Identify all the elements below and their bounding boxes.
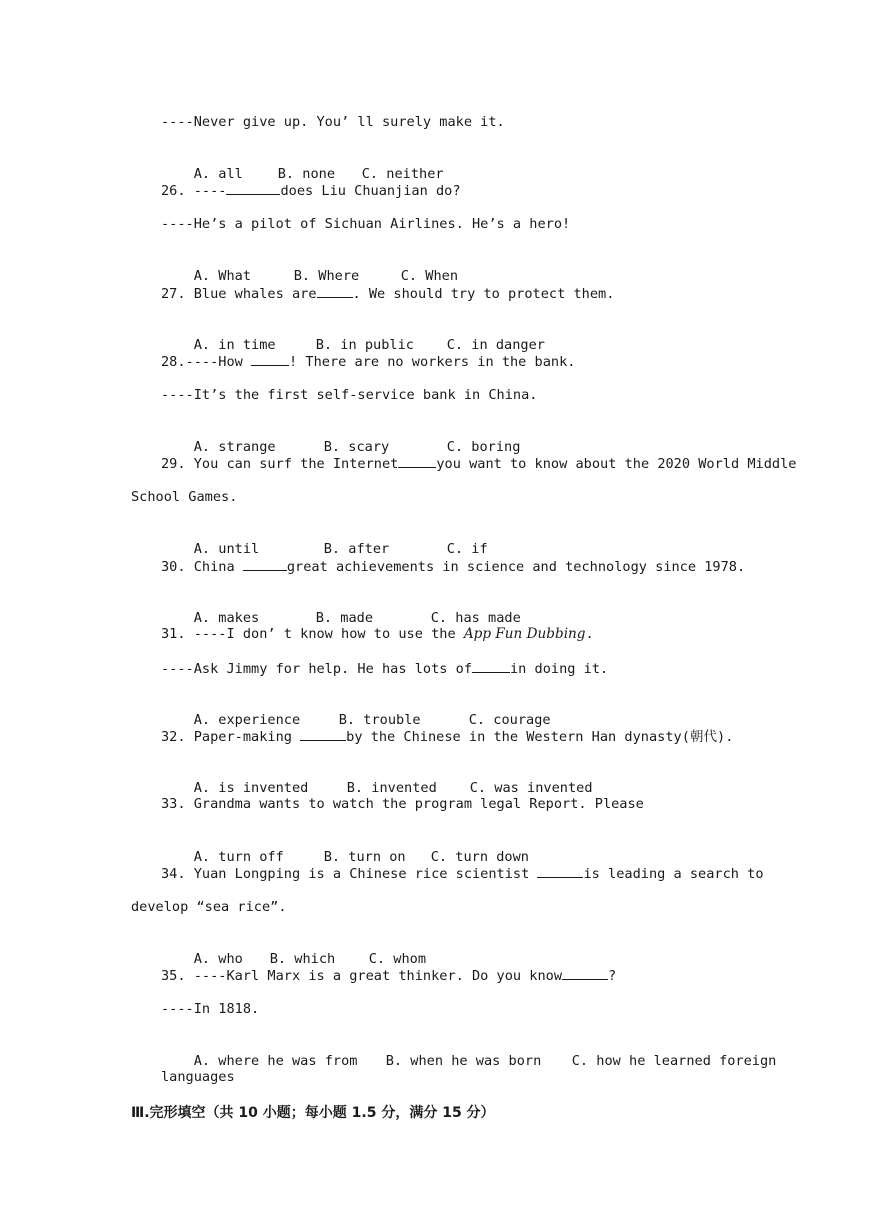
answer-blank — [317, 284, 353, 298]
option-c: C. has made — [430, 610, 521, 626]
question-26 — [161, 181, 461, 200]
answer-blank — [472, 659, 510, 673]
option-b: B. after — [323, 541, 390, 557]
q28-stem: 28.----How — [161, 354, 252, 370]
answer-blank — [562, 966, 608, 980]
option-c: C. how he learned foreign — [571, 1053, 777, 1069]
q31-stem: 31. ----I don’ t know how to use the — [161, 626, 464, 642]
option-a: A. strange — [193, 439, 276, 455]
option-c: C. was invented — [469, 780, 593, 796]
option-a: A. What — [193, 268, 252, 284]
option-a: A. is invented — [193, 780, 309, 796]
answer-blank — [243, 557, 287, 571]
option-b: B. when he was born — [385, 1053, 542, 1069]
question-32 — [161, 727, 733, 746]
option-c: C. whom — [368, 951, 427, 967]
answer-blank — [300, 727, 346, 741]
question-27 — [161, 284, 614, 303]
option-a: A. makes — [193, 610, 260, 626]
option-c: C. in danger — [446, 337, 545, 353]
question-29-continued: School Games. — [131, 489, 238, 505]
q29-stem: 29. You can surf the Internet — [161, 456, 399, 472]
q30-stem: 30. China — [161, 559, 243, 575]
q31-answer-stem: ----Ask Jimmy for help. He has lots of — [161, 661, 472, 677]
q30-rest: great achievements in science and technology since 1978. — [286, 559, 746, 575]
answer-blank — [537, 864, 583, 878]
option-c: C. turn down — [430, 849, 529, 865]
question-35 — [161, 966, 616, 985]
question-33: 33. Grandma wants to watch the program legal Report. Please — [161, 796, 644, 812]
q32-stem: 32. Paper-making — [161, 729, 301, 745]
option-b: B. none — [277, 166, 336, 182]
q32-rest: by the Chinese in the Western Han dynasty(朝代). — [346, 729, 734, 745]
answer-blank — [398, 454, 436, 468]
option-c: C. neither — [361, 166, 444, 182]
answer-blank — [251, 352, 289, 366]
q35-options — [161, 1034, 776, 1088]
question-34 — [161, 864, 764, 883]
section-heading: Ⅲ.完形填空（共 10 小题；每小题 1.5 分，满分 15 分） — [131, 1105, 495, 1121]
option-a: A. where he was from — [193, 1053, 358, 1069]
q26-rest: does Liu Chuanjian do? — [280, 183, 461, 199]
option-c: C. boring — [446, 439, 521, 455]
option-c: C. courage — [468, 712, 551, 728]
option-a: A. who — [193, 951, 243, 967]
q34-stem: 34. Yuan Longping is a Chinese rice scientist — [161, 866, 538, 882]
option-b: B. turn on — [323, 849, 406, 865]
question-29 — [161, 454, 796, 473]
option-b: B. trouble — [338, 712, 421, 728]
option-c: C. if — [446, 541, 488, 557]
q31-period: . — [585, 626, 594, 642]
dialogue-line: ----Never give up. You’ ll surely make it. — [161, 114, 505, 130]
q27-rest: . We should try to protect them. — [352, 286, 615, 302]
q31-answer-rest: in doing it. — [510, 661, 609, 677]
option-b: B. in public — [315, 337, 414, 353]
question-28 — [161, 352, 575, 371]
option-c: C. When — [400, 268, 459, 284]
option-a: A. in time — [193, 337, 276, 353]
q35-rest: ? — [608, 968, 617, 984]
option-a: A. experience — [193, 712, 301, 728]
question-31 — [161, 625, 594, 643]
option-a: A. turn off — [193, 849, 284, 865]
q28-rest: ! There are no workers in the bank. — [289, 354, 576, 370]
option-b: B. made — [315, 610, 374, 626]
option-continued: languages — [161, 1069, 235, 1085]
option-b: B. Where — [293, 268, 360, 284]
q27-stem: 27. Blue whales are — [161, 286, 317, 302]
question-30 — [161, 557, 745, 576]
dialogue-line: ----He’s a pilot of Sichuan Airlines. He’s a hero! — [161, 216, 571, 232]
dialogue-line — [161, 659, 608, 678]
dialogue-line: ----In 1818. — [161, 1001, 260, 1017]
q34-rest: is leading a search to — [583, 866, 764, 882]
option-b: B. scary — [323, 439, 390, 455]
q26-stem: 26. ---- — [161, 183, 227, 199]
option-b: B. which — [269, 951, 336, 967]
q29-rest: you want to know about the 2020 World Middle — [436, 456, 797, 472]
q35-stem: 35. ----Karl Marx is a great thinker. Do you know — [161, 968, 563, 984]
option-b: B. invented — [346, 780, 437, 796]
option-a: A. until — [193, 541, 260, 557]
app-name: App Fun Dubbing — [463, 626, 586, 642]
dialogue-line: ----It’s the first self-service bank in China. — [161, 387, 538, 403]
question-34-continued: develop “sea rice”. — [131, 899, 287, 915]
option-a: A. all — [193, 166, 243, 182]
answer-blank — [226, 181, 280, 195]
